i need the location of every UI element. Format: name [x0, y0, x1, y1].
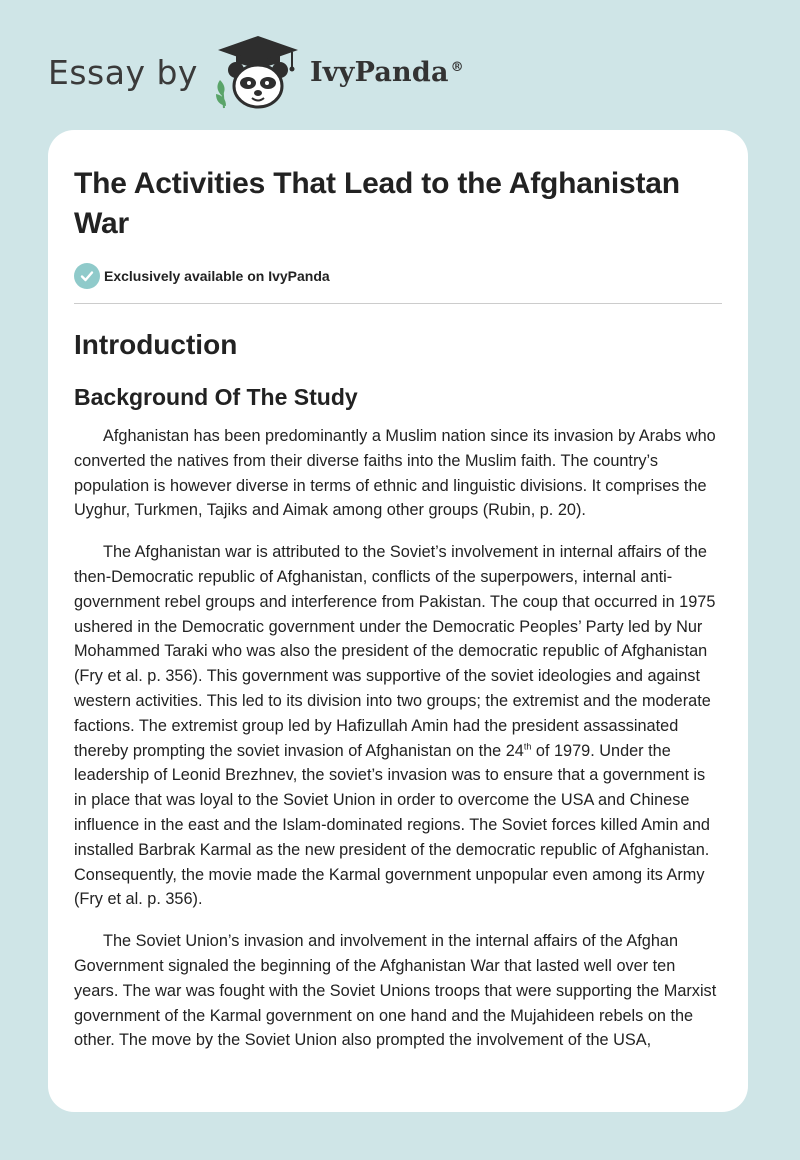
paragraph-3: The Soviet Union’s invasion and involvement in the internal affairs of the Afghan Government signaled the beginning of the Afghanistan War that lasted well over ten years. The war was fought with the Soviet Unions troops that were supporting the Marxist government of the Karmal government on one hand and the Mujahideen rebels on the other. The move by the Soviet Union also prompted the involvement of the USA, — [74, 932, 717, 1050]
panda-logo-icon — [212, 34, 304, 110]
paragraph-2: The Afghanistan war is attributed to the Soviet’s involvement in internal affairs of the then-Democratic republic of Afghanistan, conflicts of the superpowers, internal anti-government rebel groups and interference from Pakistan. The coup that occurred in 1975 ushered in the Democratic government under the Democratic Peoples’ Party led by Nur Mohammed Taraki who was also the president of the democratic republic of Afghanistan (Fry et al. p. 356). This government was supportive of the soviet ideologies and against western activities. This led to its division into two groups; the extremist and the moderate factions. The extremist group led by Hafizullah Amin had the president assassinated thereby prompting the soviet invasion of Afghanistan on the 24th of 1979. Under the leadership of Leonid Brezhnev, the soviet’s invasion was to ensure that a government is in place that was loyal to the Soviet Union in order to overcome the USA and Chinese influence in the east and the Islam-dominated regions. The Soviet forces killed Amin and installed Barbrak Karmal as the new president of the democratic republic of Afghanistan. Consequently, the movie made the Karmal government unpopular even among its Army (Fry et al. p. 356). — [74, 543, 716, 909]
essay-title: The Activities That Lead to the Afghanistan War — [74, 167, 680, 240]
exclusive-badge — [74, 262, 722, 290]
checkmark-icon — [74, 263, 100, 289]
exclusive-label: Exclusively available on IvyPanda — [104, 268, 330, 284]
essay-card — [48, 130, 748, 1112]
subsection-heading: Background Of The Study — [74, 384, 358, 410]
brand-header[interactable] — [48, 34, 464, 110]
brand-name: IvyPanda ® — [309, 56, 464, 88]
paragraph-1: Afghanistan has been predominantly a Muslim nation since its invasion by Arabs who converted the natives from their diverse faiths into the Muslim faith. The country’s population is however diverse in terms of ethnic and linguistic divisions. It comprises the Uyghur, Turkmen, Tajiks and Aimak among other groups (Rubin, p. 20). — [74, 427, 716, 520]
section-heading: Introduction — [74, 329, 238, 360]
title-divider — [74, 303, 722, 304]
brand-prefix: Essay by — [48, 52, 198, 92]
